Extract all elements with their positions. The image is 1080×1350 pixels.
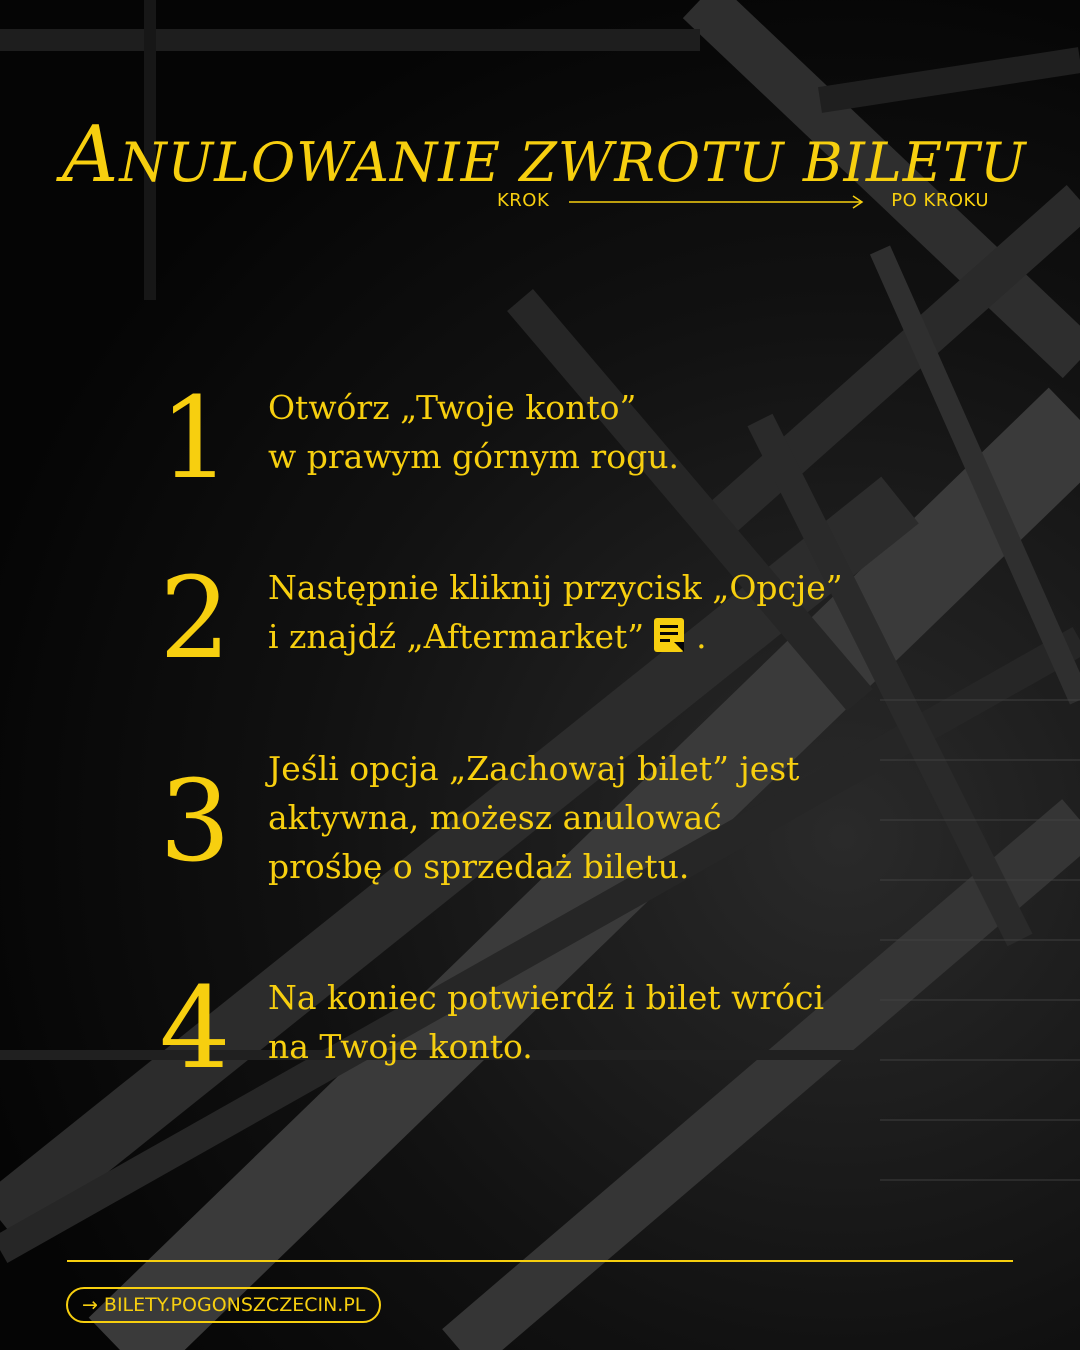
arrow-right-icon (569, 194, 869, 210)
step-line: na Twoje konto. (268, 1027, 533, 1066)
step-line: Jeśli opcja „Zachowaj bilet” jest (268, 749, 800, 788)
step-line-with-icon (268, 612, 928, 661)
step-line-end: . (696, 617, 707, 656)
step-4 (140, 964, 940, 1094)
subtitle (497, 190, 997, 214)
step-2 (140, 554, 940, 684)
step-line: Następnie kliknij przycisk „Opcje” (268, 568, 843, 607)
website-url: BILETY.POGONSZCZECIN.PL (103, 1294, 366, 1316)
step-number: 2 (159, 554, 231, 684)
step-line: w prawym górnym rogu. (268, 437, 679, 476)
title-initial: A (62, 110, 120, 200)
title-rest: NULOWANIE ZWROTU BILETU (119, 131, 1027, 194)
subtitle-left: KROK (497, 190, 550, 211)
step-line: i znajdź „Aftermarket” (268, 617, 645, 656)
step-line: Na koniec potwierdź i bilet wróci (268, 978, 825, 1017)
step-text (268, 744, 928, 891)
subtitle-right: PO KROKU (891, 190, 989, 211)
page-title (62, 110, 1027, 200)
step-text (268, 973, 928, 1071)
step-text (268, 563, 928, 661)
step-3 (140, 744, 940, 894)
step-number: 1 (159, 374, 231, 504)
document-icon (650, 616, 690, 656)
step-line: Otwórz „Twoje konto” (268, 388, 637, 427)
step-1 (140, 374, 940, 504)
footer-divider (67, 1260, 1013, 1262)
step-number: 3 (159, 757, 231, 887)
step-line: aktywna, możesz anulować (268, 798, 722, 837)
step-number: 4 (159, 964, 231, 1094)
website-link[interactable] (66, 1287, 381, 1323)
arrow-right-icon: → (82, 1294, 98, 1316)
step-line: prośbę o sprzedaż biletu. (268, 847, 690, 886)
step-text (268, 383, 928, 481)
